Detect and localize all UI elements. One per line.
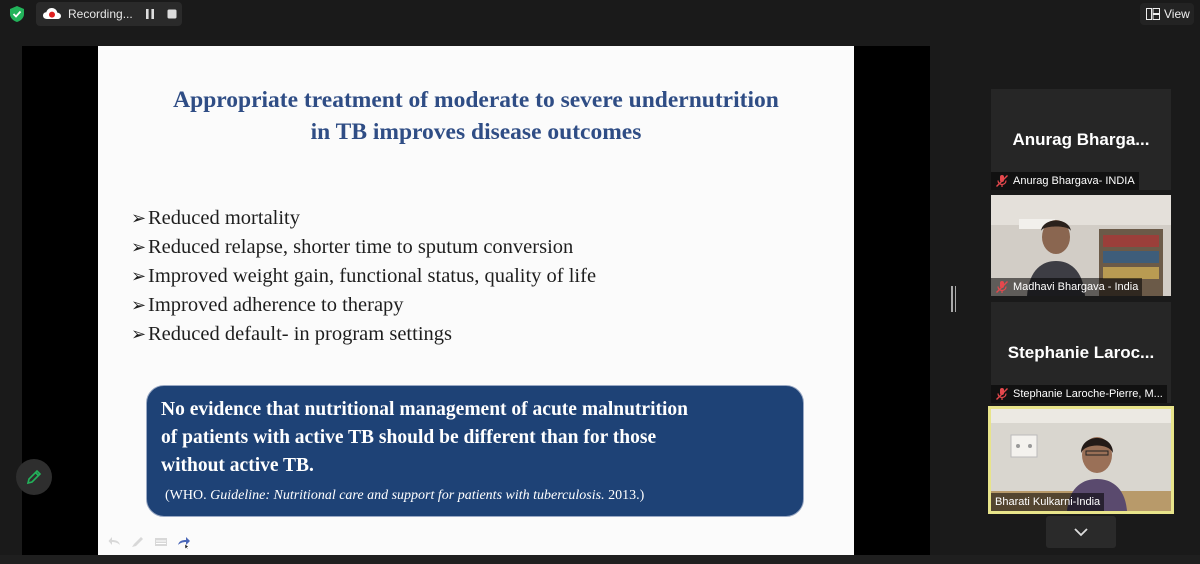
- next-slide-button[interactable]: [175, 535, 192, 549]
- citation-title: Guideline: Nutritional care and support for patients with tuberculosis.: [210, 488, 605, 503]
- citation-prefix: (WHO.: [165, 488, 211, 503]
- participant-name: Madhavi Bhargava - India: [1013, 281, 1139, 293]
- participant-name: Anurag Bhargava- INDIA: [1013, 175, 1135, 187]
- back-arrow-icon: [108, 536, 122, 548]
- forward-arrow-icon: [176, 535, 192, 549]
- bullet-text: Improved weight gain, functional status, quality of life: [148, 265, 597, 287]
- recording-indicator: [36, 2, 182, 26]
- pencil-icon: [25, 468, 43, 486]
- callout-line: of patients with active TB should be different than for those: [161, 427, 657, 448]
- recording-label: Recording...: [68, 7, 133, 21]
- slide-menu-button[interactable]: [152, 535, 169, 549]
- pen-tool-button[interactable]: [129, 535, 146, 549]
- bullet-text: Reduced mortality: [148, 207, 300, 229]
- slide-title-line: Appropriate treatment of moderate to severe undernutrition: [173, 87, 779, 113]
- cloud-recording-icon: [42, 7, 62, 21]
- bullet-arrow-icon: ➢: [131, 266, 147, 286]
- participant-label: [991, 493, 1104, 511]
- mic-muted-icon: [995, 174, 1009, 188]
- panel-resize-handle[interactable]: [951, 286, 957, 312]
- scroll-participants-down-button[interactable]: [1046, 516, 1116, 548]
- participant-name: Bharati Kulkarni-India: [995, 496, 1101, 508]
- participant-tile[interactable]: [991, 89, 1171, 190]
- bullet-list: [131, 204, 596, 349]
- participant-name: Stephanie Laroche-Pierre, M...: [1013, 388, 1163, 400]
- mic-muted-icon: [995, 387, 1009, 401]
- pause-recording-button[interactable]: [141, 5, 159, 23]
- list-item: [131, 262, 596, 291]
- annotate-button[interactable]: [16, 459, 52, 495]
- list-item: [131, 204, 596, 233]
- participant-label: [991, 385, 1167, 403]
- citation: [161, 488, 791, 504]
- list-item: [131, 233, 596, 262]
- bullet-text: Reduced default- in program settings: [148, 323, 452, 345]
- slideshow-toolbar: [106, 535, 192, 549]
- participant-label: [991, 278, 1142, 296]
- chevron-down-icon: [1074, 528, 1088, 537]
- participant-display-name: Stephanie Laroc...: [1007, 343, 1155, 362]
- bullet-arrow-icon: ➢: [131, 324, 147, 344]
- bullet-arrow-icon: ➢: [131, 237, 147, 257]
- bullet-arrow-icon: ➢: [131, 295, 147, 315]
- stop-recording-button[interactable]: [163, 5, 181, 23]
- participant-display-name: Anurag Bhargа...: [1012, 130, 1150, 149]
- grid-view-icon: [1146, 8, 1160, 20]
- previous-slide-button[interactable]: [106, 535, 123, 549]
- participant-tile-active-speaker[interactable]: [988, 406, 1174, 514]
- slide-title-line: in TB improves disease outcomes: [310, 119, 642, 145]
- callout-text: [161, 396, 791, 480]
- participant-label: [991, 172, 1139, 190]
- list-item: [131, 291, 596, 320]
- meeting-controls-bar: [0, 555, 1200, 564]
- mic-muted-icon: [995, 280, 1009, 294]
- citation-year: 2013.): [604, 488, 645, 503]
- stop-icon: [167, 9, 177, 19]
- shield-check-icon[interactable]: [8, 5, 26, 23]
- pause-icon: [145, 9, 155, 19]
- callout-line: without active TB.: [161, 455, 314, 476]
- bullet-arrow-icon: ➢: [131, 208, 147, 228]
- participant-tile[interactable]: [991, 302, 1171, 403]
- view-button[interactable]: [1140, 3, 1194, 25]
- presentation-slide: [98, 46, 854, 555]
- pen-icon: [131, 536, 145, 548]
- slide-title: [98, 84, 854, 148]
- list-item: [131, 320, 596, 349]
- view-label: View: [1164, 7, 1190, 21]
- callout-line: No evidence that nutritional management of acute malnutrition: [161, 399, 688, 420]
- bullet-text: Improved adherence to therapy: [148, 294, 404, 316]
- callout-box: [146, 385, 804, 517]
- bullet-text: Reduced relapse, shorter time to sputum conversion: [148, 236, 574, 258]
- menu-icon: [154, 536, 168, 548]
- participant-tile[interactable]: [991, 195, 1171, 296]
